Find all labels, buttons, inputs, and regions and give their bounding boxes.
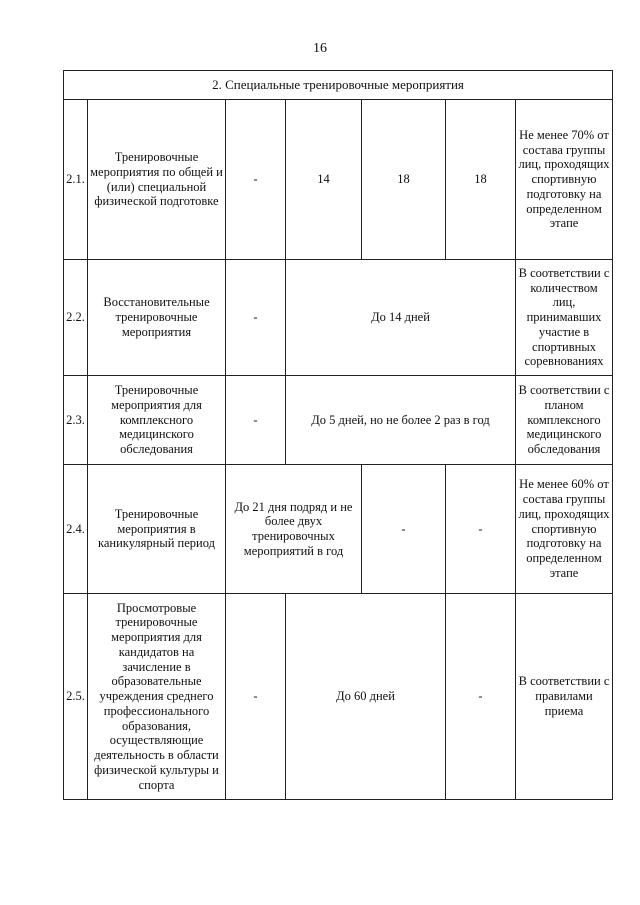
section-title: 2. Специальные тренировочные мероприятия <box>64 71 613 100</box>
table-row <box>64 465 613 594</box>
merged-stage-value: До 14 дней <box>286 260 516 376</box>
stage-value: 18 <box>362 100 446 260</box>
event-name: Просмотровые тренировочные мероприятия для кандидатов на зачисление в образовательные учреждения среднего профессионального образования, осуществляющие деятельность в области физической культуры и спорта <box>88 594 226 800</box>
training-events-table <box>63 70 613 800</box>
row-number: 2.3. <box>64 376 88 465</box>
stage-value: - <box>226 594 286 800</box>
row-number: 2.2. <box>64 260 88 376</box>
participants-note: В соответствии с количеством лиц, принимавших участие в спортивных соревнованиях <box>516 260 613 376</box>
event-name: Тренировочные мероприятия по общей и (или) специальной физической подготовке <box>88 100 226 260</box>
page-number: 16 <box>313 41 327 56</box>
row-number: 2.5. <box>64 594 88 800</box>
participants-note: В соответствии с планом комплексного медицинского обследования <box>516 376 613 465</box>
merged-stage-value: До 21 дня подряд и не более двух тренировочных мероприятий в год <box>226 465 362 594</box>
merged-stage-value: До 60 дней <box>286 594 446 800</box>
event-name: Тренировочные мероприятия в каникулярный период <box>88 465 226 594</box>
stage-value: 18 <box>446 100 516 260</box>
participants-note: В соответствии с правилами приема <box>516 594 613 800</box>
table-row <box>64 260 613 376</box>
row-number: 2.1. <box>64 100 88 260</box>
table-row <box>64 376 613 465</box>
stage-value: - <box>226 100 286 260</box>
stage-value: - <box>362 465 446 594</box>
participants-note: Не менее 60% от состава группы лиц, проходящих спортивную подготовку на определенном этапе <box>516 465 613 594</box>
stage-value: - <box>226 260 286 376</box>
table-row <box>64 100 613 260</box>
event-name: Восстановительные тренировочные мероприятия <box>88 260 226 376</box>
section-header-row <box>64 71 613 100</box>
event-name: Тренировочные мероприятия для комплексного медицинского обследования <box>88 376 226 465</box>
merged-stage-value: До 5 дней, но не более 2 раз в год <box>286 376 516 465</box>
stage-value: - <box>226 376 286 465</box>
row-number: 2.4. <box>64 465 88 594</box>
table-row <box>64 594 613 800</box>
stage-value: - <box>446 594 516 800</box>
stage-value: - <box>446 465 516 594</box>
participants-note: Не менее 70% от состава группы лиц, проходящих спортивную подготовку на определенном этапе <box>516 100 613 260</box>
stage-value: 14 <box>286 100 362 260</box>
